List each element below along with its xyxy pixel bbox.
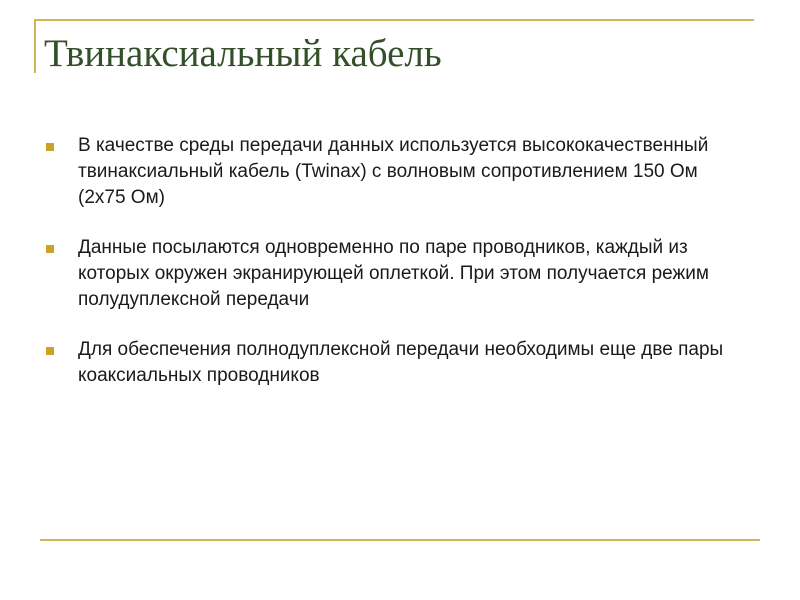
bullet-text: В качестве среды передачи данных используется высококачественный твинаксиальный кабель (Twinax) с волновым сопротивлением 150 Ом (2x75 Ом): [78, 135, 709, 208]
square-bullet-icon: [46, 143, 54, 151]
slide-title: Твинаксиальный кабель: [44, 32, 442, 75]
bullet-item: [44, 337, 734, 389]
bullet-list: [44, 133, 734, 413]
left-rule-line: [34, 19, 36, 73]
square-bullet-icon: [46, 347, 54, 355]
bullet-item: [44, 133, 734, 211]
bullet-item: [44, 235, 734, 313]
top-rule-line: [34, 19, 754, 21]
bullet-text: Данные посылаются одновременно по паре проводников, каждый из которых окружен экранирующей оплеткой. При этом получается режим полудуплексной передачи: [78, 237, 709, 310]
bottom-rule-line: [40, 539, 760, 541]
bullet-text: Для обеспечения полнодуплексной передачи необходимы еще две пары коаксиальных проводников: [78, 339, 724, 386]
square-bullet-icon: [46, 245, 54, 253]
